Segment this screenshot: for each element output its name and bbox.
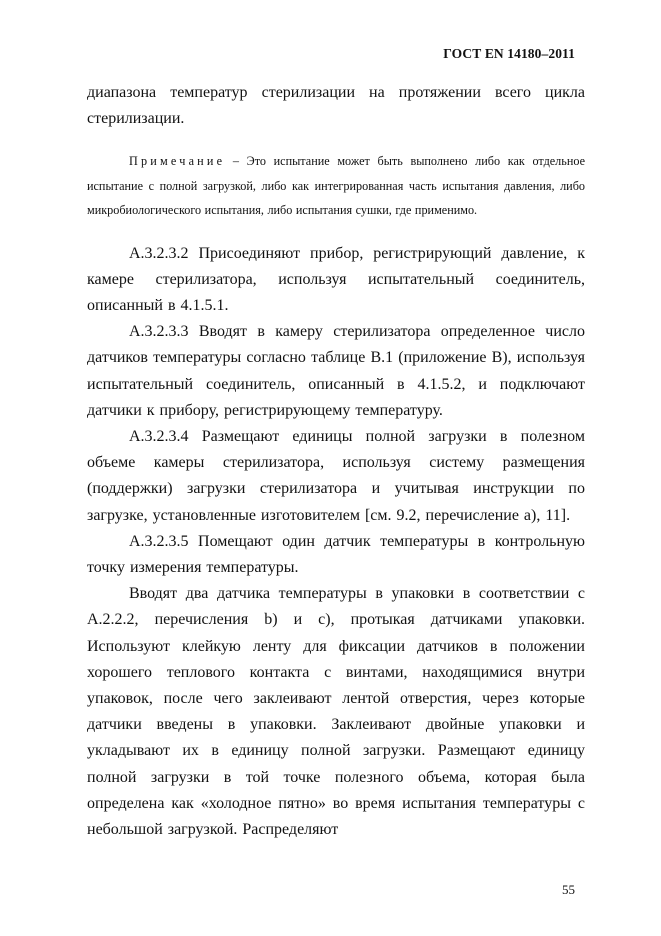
paragraph-a-3-2-3-2: А.3.2.3.2 Присоединяют прибор, регистрирующий давление, к камере стерилизатора, используя испытательный соединитель, описанный в 4.1.5.1. [87,244,585,315]
paragraph-sensors-in-packages: Вводят два датчика температуры в упаковки в соответствии с А.2.2.2, перечисления b) и с), протыкая датчиками упаковки. Используют клейкую ленту для фиксации датчиков в положении хорошего теплового контакта с винтами, находящимися внутри упаковок, после чего заклеивают лентой отверстия, через которые датчики введены в упаковки. Заклеивают двойные упаковки и укладывают их в единицу полной загрузки. Размещают единицу полной загрузки в той точке полезного объема, которая была определена как «холодное пятно» во время испытания температуры с небольшой загрузкой. Распределяют [87,585,585,839]
note-paragraph [87,149,585,222]
paragraph-a-3-2-3-4: А.3.2.3.4 Размещают единицы полной загрузки в полезном объеме камеры стерилизатора, используя систему размещения (поддержки) загрузки стерилизатора и учитывая инструкции по загрузке, установленные изготовителем [см. 9.2, перечисление а), 11]. [87,428,585,524]
note-label: Примечание [129,154,226,169]
page-number: 55 [562,882,575,897]
paragraph-a-3-2-3-5: А.3.2.3.5 Помещают один датчик температуры в контрольную точку измерения температуры. [87,532,585,577]
note-text: – Это испытание может быть выполнено либо как отдельное испытание с полной загрузкой, либо как интегрированная часть испытания давления, либо микробиологического испытания, либо испытания сушки, где применимо. [87,154,585,218]
paragraph-a-3-2-3-3: А.3.2.3.3 Вводят в камеру стерилизатора определенное число датчиков температуры согласно таблице В.1 (приложение В), используя испытательный соединитель, описанный в 4.1.5.2, и подключают датчики к прибору, регистрирующему температуру. [87,323,585,419]
document-header: ГОСТ EN 14180–2011 [443,46,575,61]
document-body [87,80,585,843]
paragraph-continuation: диапазона температур стерилизации на протяжении всего цикла стерилизации. [87,84,585,128]
